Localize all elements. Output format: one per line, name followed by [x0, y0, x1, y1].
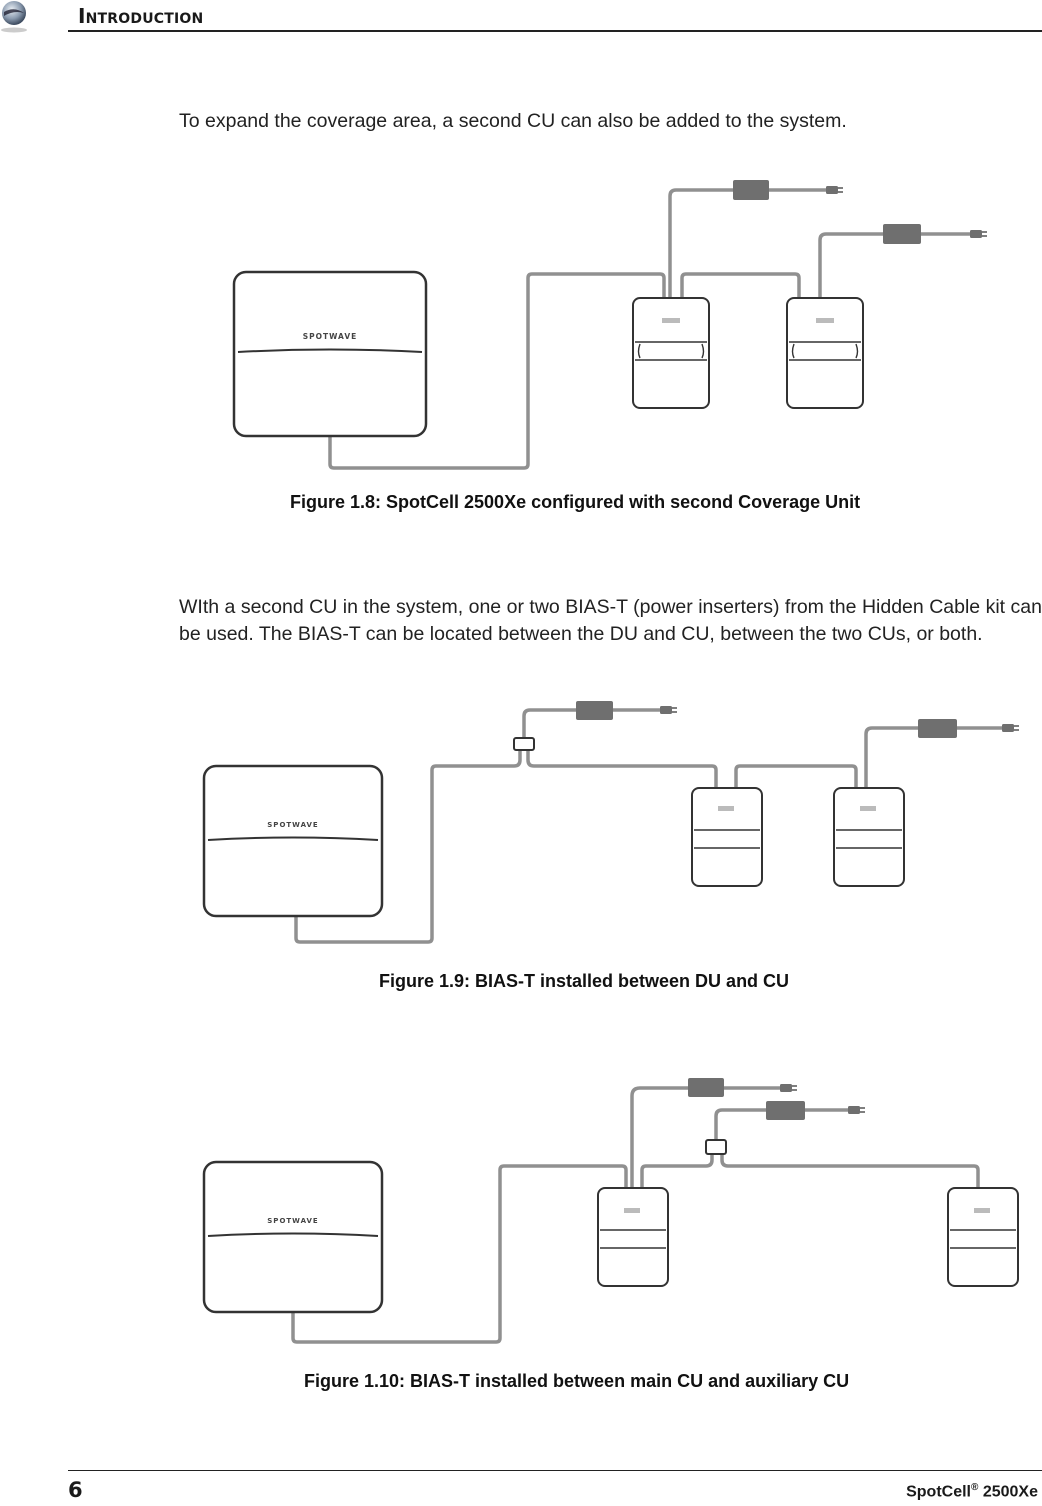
coverage-unit-1	[692, 788, 762, 886]
coverage-unit-1	[633, 298, 709, 408]
svg-text:SPOTWAVE: SPOTWAVE	[267, 821, 319, 829]
paragraph-bias-t: WIth a second CU in the system, one or two BIAS-T (power inserters) from the Hidden Cable kit can be used. The BIAS-T can be located between the DU and CU, between the two CUs, or both.	[179, 596, 1042, 645]
bias-t-connector	[706, 1140, 726, 1154]
figure-1-10-caption: Figure 1.10: BIAS-T installed between main CU and auxiliary CU	[304, 1371, 850, 1391]
page-number: 6	[68, 1478, 83, 1502]
display-unit	[204, 1162, 382, 1312]
figure-1-8-caption: Figure 1.8: SpotCell 2500Xe configured with second Coverage Unit	[290, 492, 861, 512]
display-unit	[204, 766, 382, 916]
registered-mark: ®	[971, 1482, 979, 1493]
coverage-unit-2	[787, 298, 863, 408]
coverage-unit-auxiliary	[948, 1188, 1018, 1286]
svg-text:SPOTWAVE: SPOTWAVE	[302, 332, 358, 341]
header-rule	[68, 30, 1042, 32]
product-brand: SpotCell	[906, 1483, 971, 1501]
coverage-unit-2	[834, 788, 904, 886]
svg-text:SPOTWAVE: SPOTWAVE	[267, 1217, 319, 1225]
product-name	[906, 1482, 1038, 1501]
paragraph-second-cu: To expand the coverage area, a second CU can also be added to the system.	[179, 110, 847, 132]
product-model: 2500Xe	[982, 1483, 1038, 1501]
spotwave-logo-icon	[0, 0, 34, 34]
figure-1-9-caption: Figure 1.9: BIAS-T installed between DU and CU	[379, 971, 790, 991]
coverage-unit-main	[598, 1188, 668, 1286]
footer-rule	[68, 1470, 1042, 1471]
figure-1-10-diagram	[0, 1070, 1042, 1355]
figure-1-8-diagram	[0, 170, 1042, 480]
figure-1-9-diagram	[0, 690, 1042, 955]
bias-t-connector	[514, 738, 534, 750]
display-unit	[234, 272, 426, 436]
section-title: Introduction	[78, 4, 204, 28]
